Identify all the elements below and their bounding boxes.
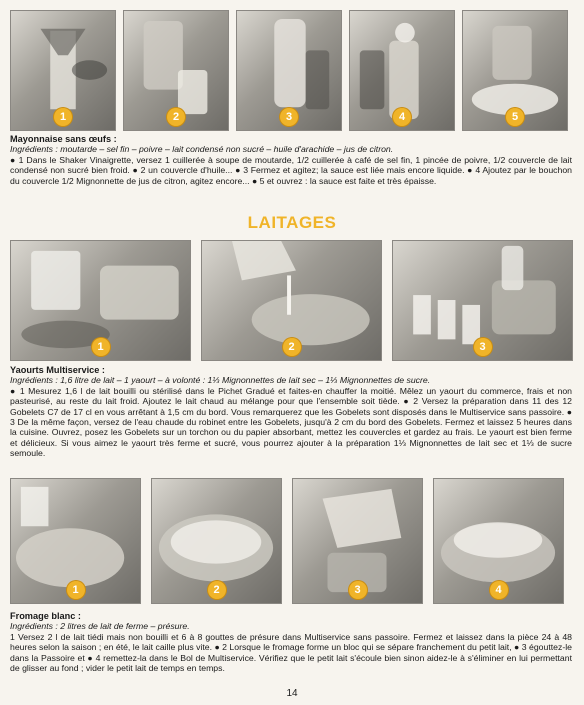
mayonnaise-photo-4 xyxy=(349,10,455,131)
mayonnaise-photo-2 xyxy=(123,10,229,131)
mayonnaise-photo-3 xyxy=(236,10,342,131)
step-badge: 2 xyxy=(208,581,226,599)
mayonnaise-photo-5 xyxy=(462,10,568,131)
step-badge: 3 xyxy=(280,108,298,126)
mayonnaise-recipe xyxy=(10,134,572,186)
step-badge: 5 xyxy=(506,108,524,126)
recipe-title: Fromage blanc : xyxy=(10,611,81,621)
ingredients-line: Ingrédients : moutarde – sel fin – poivre – lait condensé non sucré – huile d'arachide – jus de citron. xyxy=(10,144,394,155)
page-number: 14 xyxy=(286,688,298,699)
recipe-steps: ● 1 Dans le Shaker Vinaigrette, versez 1 cuillerée à soupe de moutarde, 1/2 cuillerée à café de sel fin, 1 pincée de poivre, 1/2 couvercle de lait condensé non sucré bien froid. ● 2 un couvercle d'huile... ● 3 Fermez et agitez; la sauce est liée mais encore liquide. ● 4 Ajoutez par le bouchon du couvercle 1/2 Mignonnette de jus de citron, agitez encore... ● 5 et ouvrez : la sauce est faite et très épaisse. xyxy=(10,154,572,186)
yaourts-photo-2 xyxy=(201,240,382,361)
step-badge: 4 xyxy=(490,581,508,599)
mayonnaise-photo-row xyxy=(10,10,568,131)
step-badge: 2 xyxy=(167,108,185,126)
recipe-title: Mayonnaise sans œufs : xyxy=(10,134,117,144)
recipe-steps: 1 Versez 2 l de lait tiédi mais non bouilli et 6 à 8 gouttes de présure dans Multiservice sans passoire. Fermez et laissez dans la pièce 24 à 48 heures selon la saison ; en été, le lait caille plus vite. ● 2 Lorsque le fromage forme un bloc qui se sépare franchement du petit lait, ● 3 égouttez-le dans la Passoire et ● 4 remettez-la dans le Bol de Multiservice. Vérifiez que le petit lait s'écoule bien sinon aidez-le à s'éliminer en lui permettant de glisser au fond ; vider le petit lait de temps en temps. xyxy=(10,631,572,674)
yaourts-recipe xyxy=(10,365,572,459)
yaourts-photo-row xyxy=(10,240,573,361)
recipe-steps: ● 1 Mesurez 1,6 l de lait bouilli ou stérilisé dans le Pichet Gradué et faites-en chauffer la moitié. Mêlez un yaourt du commerce, frais et non pasteurisé, au reste du lait froid. Ajoutez le lait chaud au mélange pour que l'ensemble soit tiède. ● 2 Versez la préparation dans 11 des 12 Gobelets C7 de 17 cl en vous arrêtant à 1,5 cm du bord. Vous remarquerez que les Gobelets sont disposés dans le Multiservice sans passoire. ● 3 De la même façon, versez de l'eau chaude du robinet entre les Gobelets, jusqu'à 2 cm du bord des Gobelets. Fermez et laissez 5 heures dans la cuisine. Ouvrez, posez les Gobelets sur un torchon ou du papier absorbant, mettez les couvercles et gardez au frais. Le yaourt est bien ferme et délicieux. Si vous aimez le yaourt très ferme et sucré, vous pourrez ajouter à la préparation 1⅓ Mignonnettes de lait sec et 1⅓ de sucre semoule. xyxy=(10,385,572,459)
yaourts-photo-3 xyxy=(392,240,573,361)
fromage-recipe xyxy=(10,611,572,673)
step-badge: 1 xyxy=(54,108,72,126)
ingredients-line: Ingrédients : 2 litres de lait de ferme – présure. xyxy=(10,621,190,632)
step-badge: 3 xyxy=(349,581,367,599)
fromage-photo-3 xyxy=(292,478,423,604)
section-heading: LAITAGES xyxy=(247,213,337,232)
step-badge: 2 xyxy=(283,338,301,356)
step-badge: 1 xyxy=(67,581,85,599)
fromage-photo-2 xyxy=(151,478,282,604)
fromage-photo-1 xyxy=(10,478,141,604)
ingredients-line: Ingrédients : 1,6 litre de lait – 1 yaourt – à volonté : 1⅓ Mignonnettes de lait sec – 1⅓ Mignonnettes de sucre. xyxy=(10,375,431,386)
mayonnaise-photo-1 xyxy=(10,10,116,131)
yaourts-photo-1 xyxy=(10,240,191,361)
step-badge: 3 xyxy=(474,338,492,356)
step-badge: 1 xyxy=(92,338,110,356)
fromage-photo-4 xyxy=(433,478,564,604)
step-badge: 4 xyxy=(393,108,411,126)
fromage-photo-row xyxy=(10,478,564,604)
recipe-title: Yaourts Multiservice : xyxy=(10,365,105,375)
